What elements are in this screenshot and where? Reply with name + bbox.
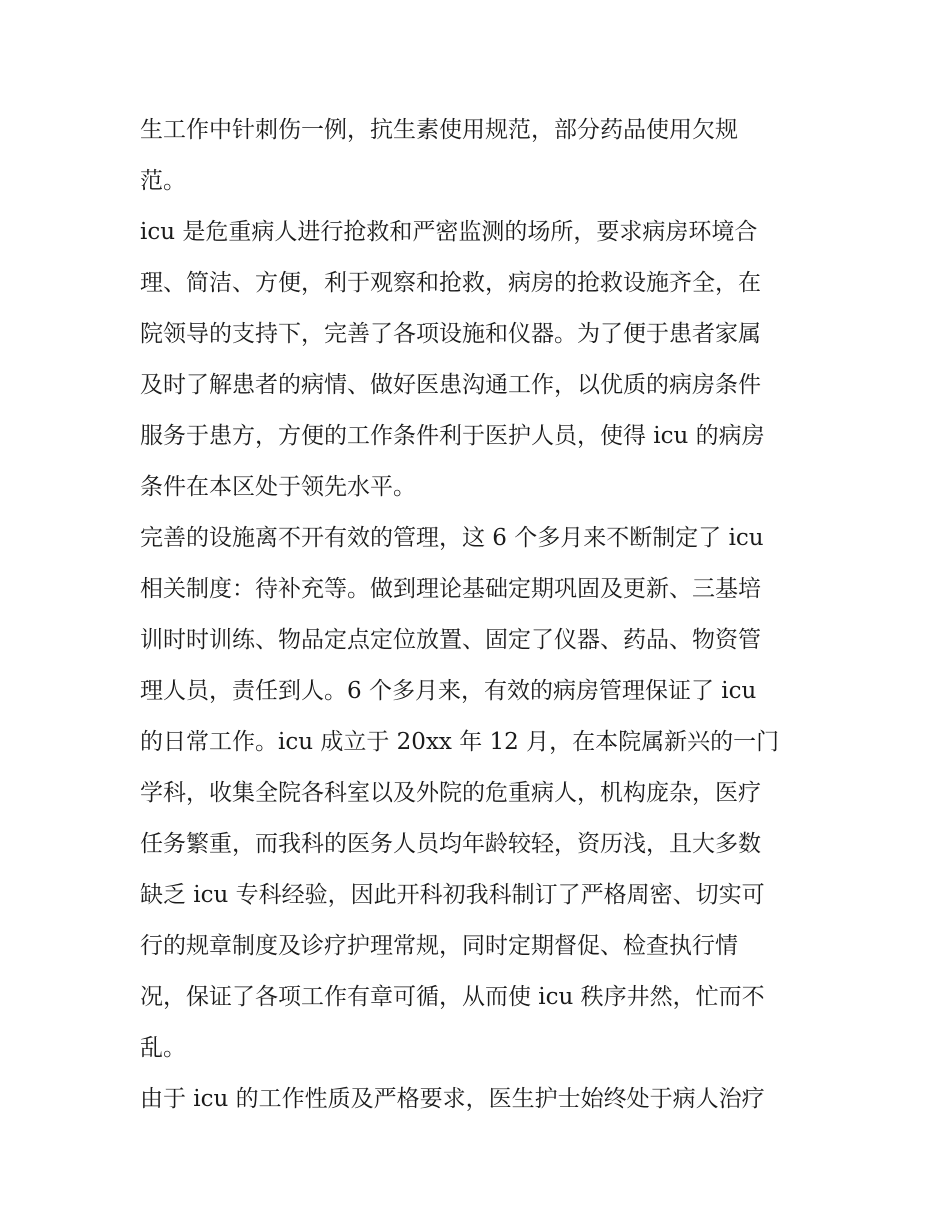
text-line: 行的规章制度及诊疗护理常规，同时定期督促、检查执行情 [140,933,738,959]
text-line: 范。 [140,168,186,194]
text-line: icu 是危重病人进行抢救和严密监测的场所，要求病房环境合 [140,219,758,245]
text-line: 缺乏 icu 专科经验，因此开科初我科制订了严格周密、切实可 [140,882,765,908]
text-line: 理、简洁、方便，利于观察和抢救，病房的抢救设施齐全，在 [140,270,761,296]
text-line: 的日常工作。icu 成立于 20xx 年 12 月，在本院属新兴的一门 [140,729,780,755]
text-line: 学科，收集全院各科室以及外院的危重病人，机构庞杂，医疗 [140,780,761,806]
text-line: 乱。 [140,1035,186,1061]
text-line: 院领导的支持下，完善了各项设施和仪器。为了便于患者家属 [140,321,761,347]
document-body [140,105,820,1125]
text-line: 完善的设施离不开有效的管理，这 6 个多月来不断制定了 icu [140,525,764,551]
text-line: 条件在本区处于领先水平。 [140,474,416,500]
text-line: 任务繁重，而我科的医务人员均年龄较轻，资历浅，且大多数 [140,831,761,857]
text-line: 生工作中针刺伤一例，抗生素使用规范，部分药品使用欠规 [140,117,738,143]
text-line: 训时时训练、物品定点定位放置、固定了仪器、药品、物资管 [140,627,761,653]
text-line: 由于 icu 的工作性质及严格要求，医生护士始终处于病人治疗 [140,1086,765,1112]
text-line: 相关制度：待补充等。做到理论基础定期巩固及更新、三基培 [140,576,761,602]
text-line: 服务于患方，方便的工作条件利于医护人员，使得 icu 的病房 [140,423,765,449]
text-line: 况，保证了各项工作有章可循，从而使 icu 秩序井然，忙而不 [140,984,765,1010]
text-line: 理人员，责任到人。6 个多月来，有效的病房管理保证了 icu [140,678,757,704]
text-line: 及时了解患者的病情、做好医患沟通工作，以优质的病房条件 [140,372,761,398]
